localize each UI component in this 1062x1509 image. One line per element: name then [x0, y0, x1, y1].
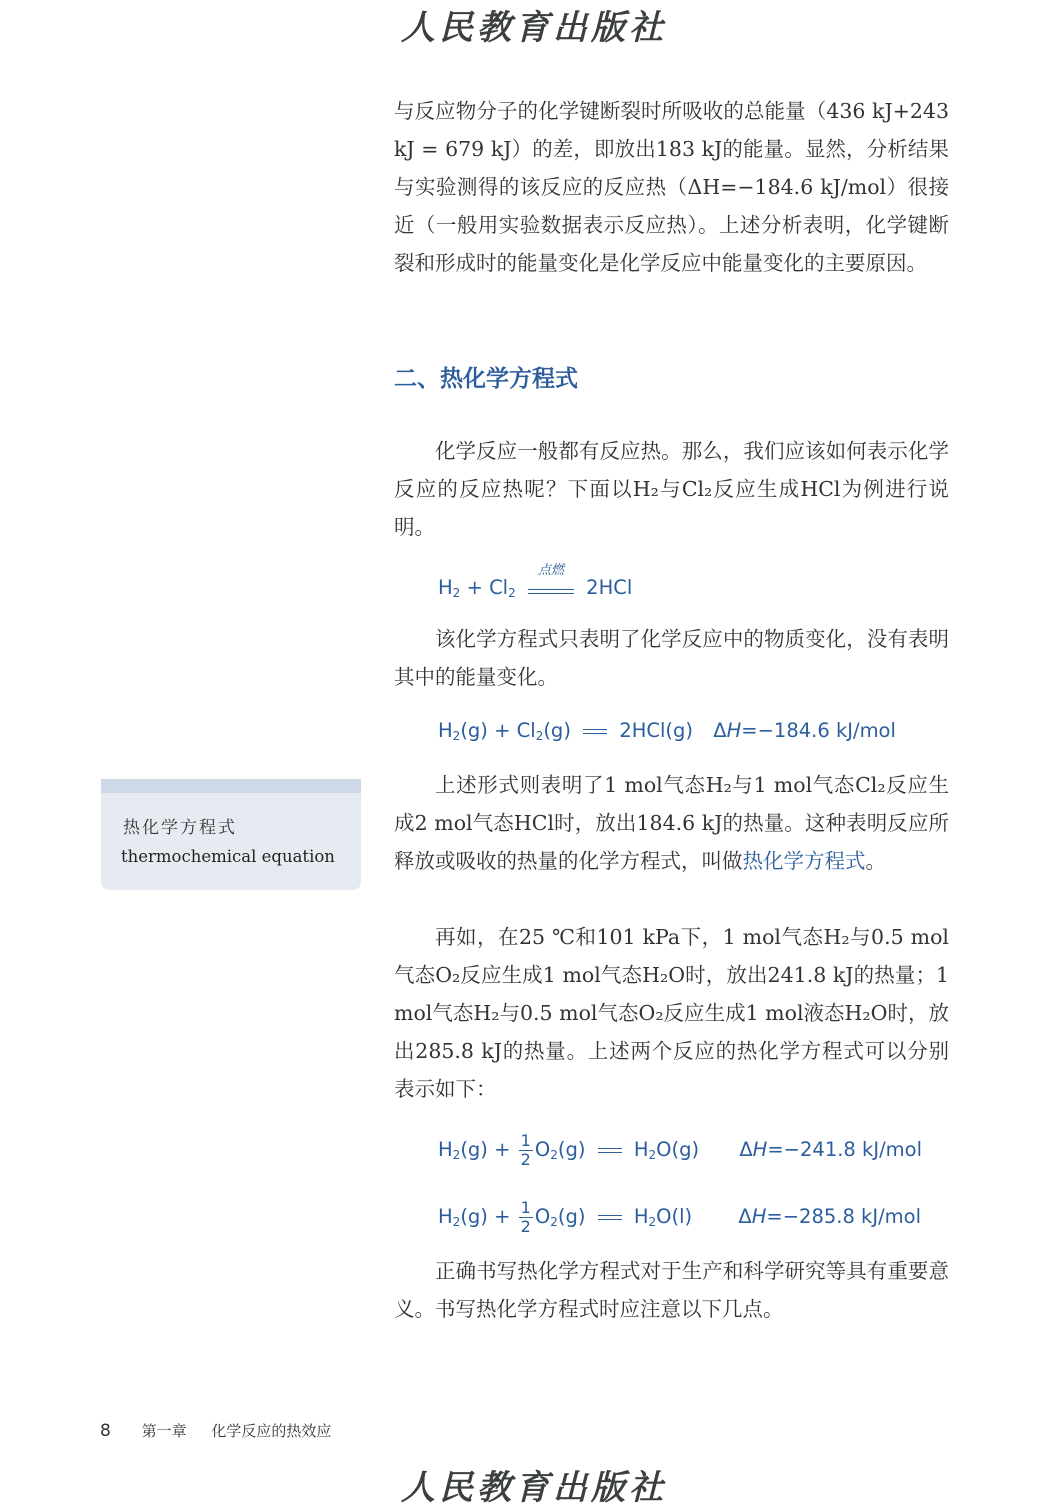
- section-heading: 二、热化学方程式: [394, 366, 578, 392]
- chapter-label: 第一章: [141, 1422, 187, 1440]
- glossary-sidebar: [101, 779, 361, 890]
- paragraph-energy-analysis: 与反应物分子的化学键断裂时所吸收的总能量（436 kJ+243 kJ = 679 kJ）的差，即放出183 kJ的能量。显然，分析结果与实验测得的该反应的反应热（ΔH=−184.6 kJ/mol）很接近（一般用实验数据表示反应热）。上述分析表明，化学键断裂和形成时的能量变化是化学反应中能量变化的主要原因。: [394, 99, 949, 275]
- paragraph-examples: 再如，在25 ℃和101 kPa下，1 mol气态H₂与0.5 mol气态O₂反应生成1 mol气态H₂O时，放出241.8 kJ的热量；1 mol气态H₂与0.5 mol气态O₂反应生成1 mol液态H₂O时，放出285.8 kJ的热量。上述两个反应的热化学方程式可以分别表示如下：: [394, 925, 949, 1101]
- page-number: 8: [100, 1421, 111, 1441]
- glossary-term-en: thermochemical equation: [121, 847, 335, 866]
- chapter-title: 化学反应的热效应: [211, 1422, 332, 1440]
- page-footer: [100, 1420, 331, 1441]
- equation-water-liquid: $H_2(g)$ + $\frac{1}{2}$ $O_2(g)$ $H_2O(l)$ ΔH=−285.8 kJ/mol: [438, 1198, 922, 1236]
- paragraph-explanation: 该化学方程式只表明了化学反应中的物质变化，没有表明其中的能量变化。: [394, 627, 949, 689]
- reaction-condition: 点燃: [528, 583, 574, 594]
- paragraph-conclusion: 正确书写热化学方程式对于生产和科学研究等具有重要意义。书写热化学方程式时应注意以下几点。: [394, 1259, 949, 1321]
- term-highlight: 热化学方程式: [742, 849, 866, 873]
- paragraph-intro: 化学反应一般都有反应热。那么，我们应该如何表示化学反应的反应热呢？下面以H₂与Cl₂反应生成HCl为例进行说明。: [394, 439, 949, 539]
- publisher-watermark-bottom: 人民教育出版社: [401, 1468, 667, 1508]
- equation-h2-cl2: $H_2 + Cl_2$ 点燃 2HCl: [438, 563, 633, 600]
- publisher-watermark-top: 人民教育出版社: [401, 8, 667, 48]
- paragraph-definition: 上述形式则表明了1 mol气态H₂与1 mol气态Cl₂反应生成2 mol气态HCl时，放出184.6 kJ的热量。这种表明反应所释放或吸收的热量的化学方程式，叫做热化学方程式。: [394, 773, 949, 873]
- equation-thermo-hcl: $H_2(g) + Cl_2(g)$ 2HCl(g) ΔH=−184.6 kJ/mol: [438, 719, 896, 743]
- glossary-term-zh: 热化学方程式: [123, 818, 237, 838]
- equation-water-gas: $H_2(g)$ + $\frac{1}{2}$ $O_2(g)$ $H_2O(g)$ ΔH=−241.8 kJ/mol: [438, 1131, 922, 1169]
